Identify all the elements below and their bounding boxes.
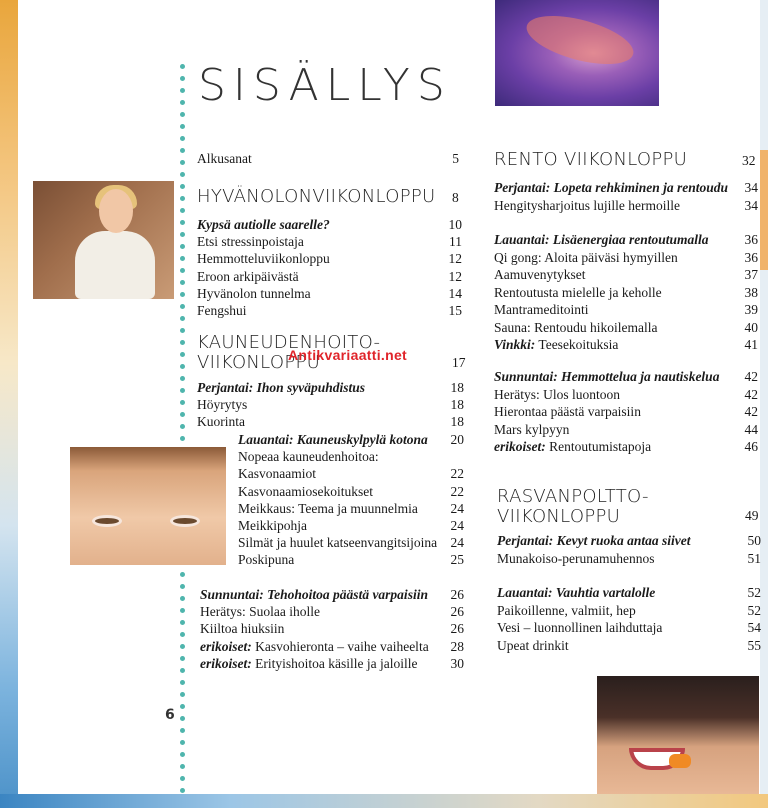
toc-entry-title: Upeat drinkit — [497, 637, 569, 653]
toc-entry-keyword: Vinkki: — [494, 337, 536, 352]
page-title: SISÄLLYS — [198, 60, 452, 111]
toc-entry-page: 34 — [744, 197, 758, 213]
toc-entry-page: 18 — [450, 380, 464, 395]
toc-entry-keyword: erikoiset: — [494, 439, 546, 454]
toc-entry-page: 42 — [744, 386, 758, 402]
toc-entry-title: Mars kylpyyn — [494, 421, 570, 437]
background-bottom-strip — [0, 794, 768, 808]
background-right-strip — [760, 0, 768, 808]
toc-entry-title: Hengitysharjoitus lujille hermoille — [494, 197, 680, 213]
toc-entry-title: erikoiset: Rentoutumistapoja — [494, 439, 652, 454]
toc-entry-title: Eroon arkipäivästä — [197, 268, 299, 284]
toc-entry-page: 42 — [744, 404, 758, 419]
toc-entry-page: 52 — [747, 602, 761, 618]
toc-entry-page: 52 — [747, 585, 761, 600]
watermark-text: Antikvariaatti.net — [288, 347, 407, 363]
toc-entry-title: Rentoutusta mielelle ja keholle — [494, 284, 662, 300]
toc-entry-page: 41 — [744, 337, 758, 352]
toc-entry-page: 30 — [450, 655, 464, 671]
toc-entry-title: Mantrameditointi — [494, 302, 589, 317]
toc-entry-page: 37 — [744, 267, 758, 282]
toc-entry-title: Lauantai: Vauhtia vartalolle — [497, 585, 656, 600]
toc-entry-page: 42 — [744, 369, 758, 384]
toc-entry-page: 22 — [450, 483, 464, 499]
photo-woman-on-sofa — [33, 181, 174, 299]
toc-entry-page: 12 — [448, 251, 462, 267]
toc-entry-title: Vesi – luonnollinen laihduttaja — [497, 620, 663, 635]
toc-entry-title: Nopeaa kauneudenhoitoa: — [238, 449, 379, 465]
toc-entry-title: Lauantai: Lisäenergiaa rentoutumalla — [494, 232, 709, 247]
toc-entry-page: 24 — [450, 535, 464, 551]
section-page-rento: 32 — [742, 153, 756, 168]
toc-entry-title: Sauna: Rentoudu hikoilemalla — [494, 319, 658, 335]
toc-entry-page: 11 — [449, 234, 462, 250]
toc-entry-title: erikoiset: Kasvohieronta – vaihe vaiheelta — [200, 638, 429, 654]
toc-entry-title: Meikkipohja — [238, 518, 307, 533]
toc-entry-title: Silmät ja huulet katseenvangitsijoina — [238, 535, 438, 551]
toc-entry-title: Fengshui — [197, 303, 247, 318]
toc-entry-page: 10 — [448, 217, 462, 232]
toc-entry-title: Herätys: Ulos luontoon — [494, 386, 620, 402]
toc-entry-page: 51 — [747, 550, 761, 566]
toc-entry-title: Sunnuntai: Hemmottelua ja nautiskelua — [494, 369, 720, 384]
toc-entry-title: Sunnuntai: Tehohoitoa päästä varpaisiin — [200, 587, 428, 602]
toc-entry-page: 36 — [744, 249, 758, 265]
section-heading-kauneus: KAUNEUDENHOITO- VIIKONLOPPU — [197, 332, 381, 373]
toc-entry-title: Kiiltoa hiuksiin — [200, 621, 285, 637]
section-page-kauneus: 17 — [452, 355, 466, 370]
toc-entry-title: Vinkki: Teesekoituksia — [494, 337, 619, 352]
toc-entry-page: 15 — [448, 303, 462, 318]
photo-swimmer — [495, 0, 659, 106]
toc-entry-title: Aamuvenytykset — [494, 267, 586, 282]
toc-entry-page: 24 — [450, 518, 464, 533]
toc-entry-title: Kasvonaamiosekoitukset — [238, 483, 373, 499]
toc-entry-title: Paikoillenne, valmiit, hep — [497, 602, 636, 618]
toc-entry-title: Herätys: Suolaa iholle — [200, 604, 320, 620]
toc-entry-page: 18 — [450, 397, 464, 412]
toc-entry-page: 25 — [450, 552, 464, 568]
toc-entry-title: Kuorinta — [197, 414, 245, 429]
section-heading-rasvanpoltto: RASVANPOLTTO- VIIKONLOPPU — [497, 486, 649, 527]
toc-entry-page: 20 — [450, 432, 464, 447]
toc-entry-title: Höyrytys — [197, 397, 248, 412]
toc-entry-page: 55 — [747, 637, 761, 653]
toc-entry-title: Munakoiso-perunamuhennos — [497, 550, 655, 566]
toc-entry-title: Hemmotteluviikonloppu — [197, 251, 330, 267]
toc-entry-title: Etsi stressinpoistaja — [197, 234, 304, 250]
toc-entry-page: 38 — [744, 284, 758, 300]
dotted-divider-lower — [180, 572, 186, 800]
toc-entry-title: Poskipuna — [238, 552, 295, 568]
toc-entry-page: 18 — [450, 414, 464, 429]
toc-entry-title: Qi gong: Aloita päiväsi hymyillen — [494, 249, 678, 265]
toc-entry-title: Kypsä autiolle saarelle? — [197, 217, 330, 232]
toc-entry-page: 50 — [747, 533, 761, 548]
toc-entry-page: 34 — [744, 180, 758, 195]
toc-entry-page: 44 — [744, 421, 758, 437]
toc-entry-page: 39 — [744, 302, 758, 317]
toc-entry-page: 54 — [747, 620, 761, 635]
section-page-hyvanolo: 8 — [452, 190, 459, 205]
toc-entry-page: 14 — [448, 285, 462, 301]
toc-entry-page: 26 — [450, 587, 464, 602]
section-heading-hyvanolo: HYVÄNOLONVIIKONLOPPU — [197, 186, 436, 207]
section-page-rasvanpoltto: 49 — [745, 508, 759, 523]
toc-entry-page: 36 — [744, 232, 758, 247]
toc-entry-page: 24 — [450, 500, 464, 516]
toc-entry-title: Hierontaa päästä varpaisiin — [494, 404, 641, 419]
toc-entry-title: Lauantai: Kauneuskylpylä kotona — [238, 432, 428, 447]
toc-entry-keyword: erikoiset: — [200, 655, 252, 671]
toc-entry-title: Perjantai: Kevyt ruoka antaa siivet — [497, 533, 691, 548]
toc-entry-page: 28 — [450, 638, 464, 654]
photo-smiling-woman — [597, 676, 759, 794]
page — [18, 0, 760, 794]
toc-entry-title: erikoiset: Erityishoitoa käsille ja jaloille — [200, 655, 418, 671]
section-heading-rento: RENTO VIIKONLOPPU — [494, 149, 688, 170]
toc-entry-page: 46 — [744, 439, 758, 454]
photo-eyes-closeup — [70, 447, 226, 565]
toc-entry-page: 26 — [450, 621, 464, 637]
toc-entry-keyword: erikoiset: — [200, 638, 252, 654]
page-number: 6 — [165, 707, 175, 723]
toc-entry-title: Perjantai: Ihon syväpuhdistus — [197, 380, 366, 395]
toc-entry-title: Hyvänolon tunnelma — [197, 285, 311, 301]
toc-entry-page: 12 — [448, 268, 462, 284]
toc-entry-title: Kasvonaamiot — [238, 466, 316, 482]
toc-entry-page: 26 — [450, 604, 464, 620]
toc-entry-title: Perjantai: Lopeta rehkiminen ja rentoudu — [494, 180, 729, 195]
toc-entry-page: 40 — [744, 319, 758, 335]
toc-entry-page: 22 — [450, 466, 464, 482]
toc-entry-title: Meikkaus: Teema ja muunnelmia — [238, 500, 418, 516]
